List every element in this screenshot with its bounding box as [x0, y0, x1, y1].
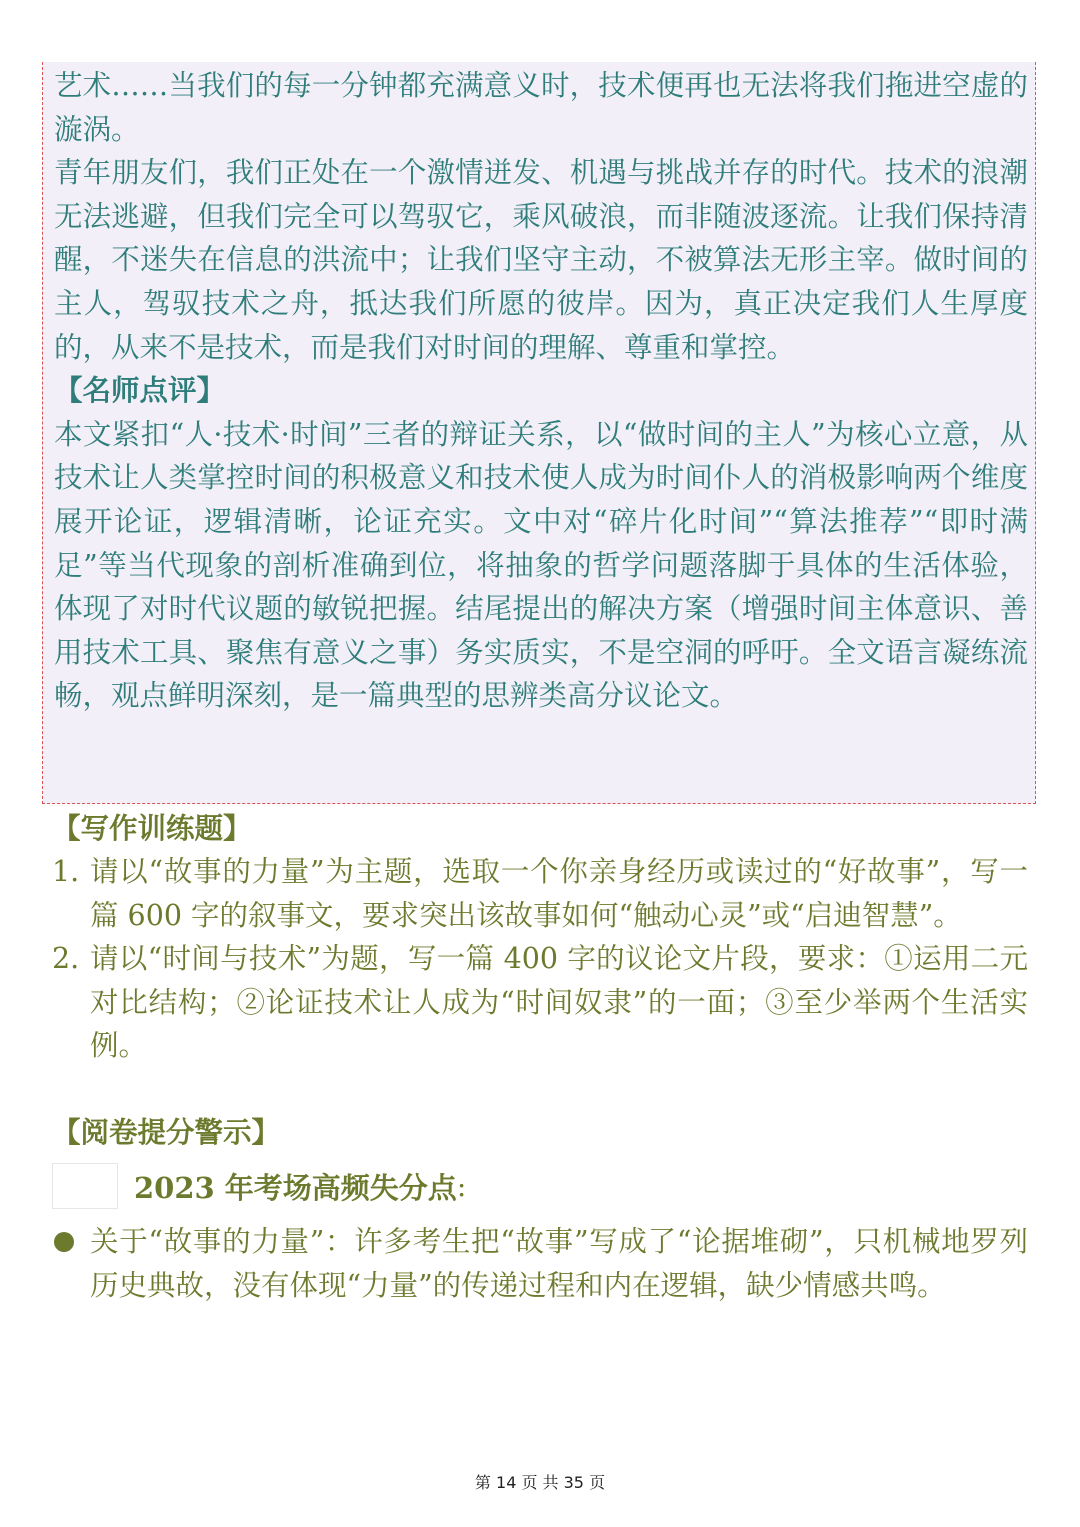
training-list: [52, 850, 1028, 1068]
warning-subtitle-colon: :: [456, 1169, 467, 1203]
subtitle-marker-box: [52, 1163, 118, 1209]
essay-excerpt: [54, 64, 1028, 718]
essay-paragraph-1: 艺术……当我们的每一分钟都充满意义时，技术便再也无法将我们拖进空虚的漩涡。: [54, 69, 1028, 146]
warning-bullet-item: [52, 1220, 1028, 1307]
training-item-text: 请以“时间与技术”为题，写一篇 400 字的议论文片段，要求：①运用二元对比结构；②论证技术让人成为“时间奴隶”的一面；③至少举两个生活实例。: [90, 942, 1028, 1063]
training-item-number: 2.: [52, 942, 80, 976]
review-heading: 【名师点评】: [54, 373, 226, 408]
warning-subtitle: 2023 年考场高频失分点: [134, 1170, 457, 1205]
warning-bullet-text: 关于“故事的力量”：许多考生把“故事”写成了“论据堆砌”，只机械地罗列历史典故，没有体现“力量”的传递过程和内在逻辑，缺少情感共鸣。: [90, 1225, 1028, 1302]
warning-heading: 【阅卷提分警示】: [52, 1115, 281, 1149]
page-footer: 第 14 页 共 35 页: [474, 1473, 606, 1492]
review-text: 本文紧扣“人·技术·时间”三者的辩证关系，以“做时间的主人”为核心立意，从技术让人类掌控时间的积极意义和技术使人成为时间仆人的消极影响两个维度展开论证，逻辑清晰，论证充实。文中对“碎片化时间”“算法推荐”“即时满足”等当代现象的剖析准确到位，将抽象的哲学问题落脚于具体的生活体验，体现了对时代议题的敏锐把握。结尾提出的解决方案（增强时间主体意识、善用技术工具、聚焦有意义之事）务实质实，不是空洞的呼吁。全文语言凝练流畅，观点鲜明深刻，是一篇典型的思辨类高分议论文。: [54, 417, 1028, 713]
essay-paragraph-2: 青年朋友们，我们正处在一个激情迸发、机遇与挑战并存的时代。技术的浪潮无法逃避，但我们完全可以驾驭它，乘风破浪，而非随波逐流。让我们保持清醒，不迷失在信息的洪流中；让我们坚守主动，不被算法无形主宰。做时间的主人，驾驭技术之舟，抵达我们所愿的彼岸。因为，真正决定我们人生厚度的，从来不是技术，而是我们对时间的理解、尊重和掌控。: [54, 156, 1028, 364]
warning-subtitle-row: [52, 1162, 466, 1210]
bullet-dot-icon: [54, 1232, 74, 1252]
training-item-text: 请以“故事的力量”为主题，选取一个你亲身经历或读过的“好故事”，写一篇 600 字的叙事文，要求突出该故事如何“触动心灵”或“启迪智慧”。: [90, 855, 1028, 932]
training-item-number: 1.: [52, 855, 80, 888]
training-heading: 【写作训练题】: [52, 811, 252, 845]
training-item-1: [52, 850, 1028, 937]
training-item-2: [52, 937, 1028, 1068]
